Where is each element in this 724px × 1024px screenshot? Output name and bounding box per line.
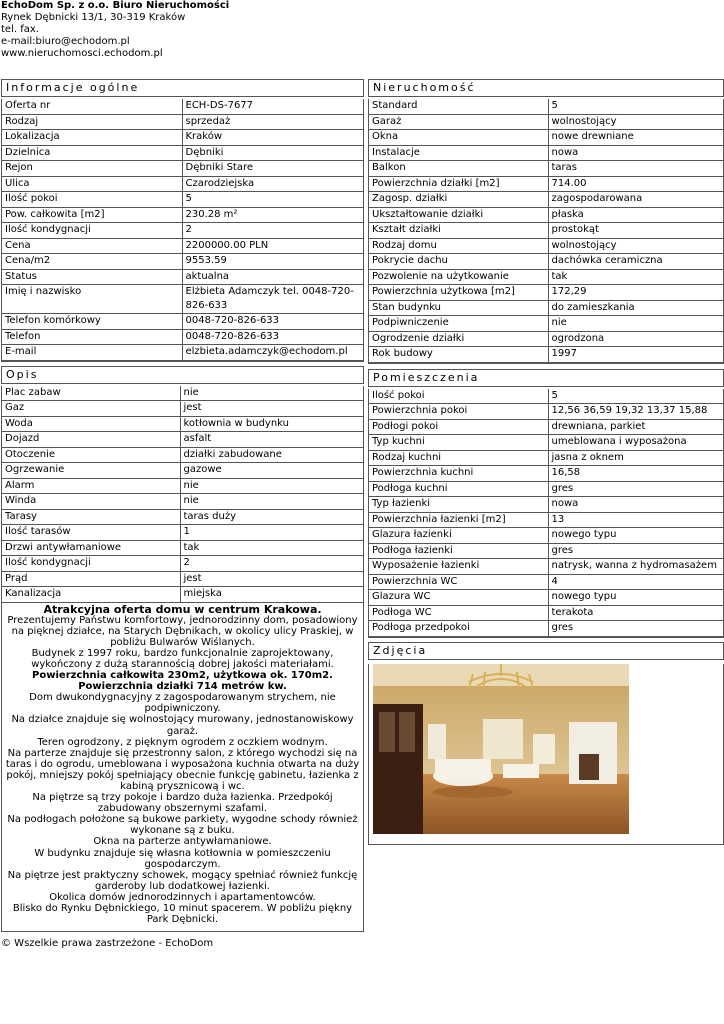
field-value: 9553.59	[182, 254, 363, 270]
table-row	[2, 447, 363, 463]
table-row	[2, 145, 363, 161]
field-label: Telefon komórkowy	[2, 314, 182, 330]
description-paragraph: Teren ogrodzony, z pięknym ogrodem z oczkiem wodnym.	[37, 736, 328, 748]
field-value: sprzedaż	[182, 114, 363, 130]
field-label: Podłoga przedpokoi	[369, 621, 548, 637]
table-row	[2, 432, 363, 448]
table-row	[369, 347, 723, 363]
photos-title: Zdjęcia	[368, 642, 724, 660]
field-label: Balkon	[369, 161, 548, 177]
table-row	[2, 416, 363, 432]
field-label: Powierzchnia WC	[369, 574, 548, 590]
table-row	[369, 192, 723, 208]
field-value: dachówka ceramiczna	[548, 254, 723, 270]
rooms-table	[368, 389, 724, 638]
field-value: elzbieta.adamczyk@echodom.pl	[182, 345, 363, 361]
table-row	[369, 559, 723, 575]
field-value: drewniana, parkiet	[548, 419, 723, 435]
field-label: Dojazd	[2, 432, 180, 448]
field-value: Elżbieta Adamczyk tel. 0048-720-826-633	[182, 285, 363, 314]
field-label: E-mail	[2, 345, 182, 361]
company-website: www.nieruchomosci.echodom.pl	[1, 48, 163, 59]
field-value: 4	[548, 574, 723, 590]
description-plot-area: Powierzchnia działki 714 metrów kw.	[78, 681, 287, 693]
field-value: 2	[182, 223, 363, 239]
field-value: 12,56 36,59 19,32 13,37 15,88	[548, 404, 723, 420]
company-email: e-mail:biuro@echodom.pl	[1, 36, 130, 47]
field-label: Podłogi pokoi	[369, 419, 548, 435]
field-label: Ukształtowanie działki	[369, 207, 548, 223]
description-paragraph: Prezentujemy Państwu komfortowy, jednorodzinny dom, posadowiony na pięknej działce, na Starych Dębnikach, w okolicy ulicy Praskiej, w pobliżu Bulwarów Wiślanych.	[7, 614, 358, 648]
field-value: gazowe	[180, 463, 363, 479]
field-label: Winda	[2, 494, 180, 510]
table-row	[2, 207, 363, 223]
field-value: 0048-720-826-633	[182, 314, 363, 330]
field-label: Tarasy	[2, 509, 180, 525]
field-label: Powierzchnia użytkowa [m2]	[369, 285, 548, 301]
table-row	[2, 587, 363, 603]
field-label: Ogrodzenie działki	[369, 331, 548, 347]
field-label: Glazura łazienki	[369, 528, 548, 544]
field-value: 0048-720-826-633	[182, 329, 363, 345]
field-value: nie	[180, 494, 363, 510]
field-value: 1	[180, 525, 363, 541]
description-paragraph: Na podłogach położone są bukowe parkiety, wygodne schody również wykonane są z buku.	[7, 814, 358, 837]
field-label: Podłoga WC	[369, 605, 548, 621]
field-value: tak	[548, 269, 723, 285]
field-label: Podpiwniczenie	[369, 316, 548, 332]
table-row	[2, 386, 363, 401]
table-row	[369, 450, 723, 466]
description-paragraph: Okolica domów jednorodzinnych i apartamentowców.	[49, 891, 316, 903]
field-value: nowa	[548, 497, 723, 513]
field-label: Wyposażenie łazienki	[369, 559, 548, 575]
field-label: Gaz	[2, 401, 180, 417]
field-label: Kanalizacja	[2, 587, 180, 603]
field-label: Cena/m2	[2, 254, 182, 270]
table-row	[369, 435, 723, 451]
table-row	[2, 494, 363, 510]
field-label: Powierzchnia działki [m2]	[369, 176, 548, 192]
field-label: Ogrzewanie	[2, 463, 180, 479]
general-info-title: Informacje ogólne	[1, 79, 364, 97]
field-value: 5	[548, 389, 723, 404]
field-label: Ilość kondygnacji	[2, 223, 182, 239]
field-label: Ilość kondygnacji	[2, 556, 180, 572]
table-row	[369, 99, 723, 114]
field-value: ogrodzona	[548, 331, 723, 347]
property-description	[2, 603, 363, 932]
field-label: Glazura WC	[369, 590, 548, 606]
field-label: Podłoga łazienki	[369, 543, 548, 559]
field-value: nowego typu	[548, 590, 723, 606]
table-row	[369, 207, 723, 223]
table-row	[2, 192, 363, 208]
property-title: Nieruchomość	[368, 79, 724, 97]
field-value: kotłownia w budynku	[180, 416, 363, 432]
field-value: tak	[180, 540, 363, 556]
field-value: miejska	[180, 587, 363, 603]
field-label: Dzielnica	[2, 145, 182, 161]
field-label: Rodzaj kuchni	[369, 450, 548, 466]
field-label: Powierzchnia łazienki [m2]	[369, 512, 548, 528]
table-row	[2, 329, 363, 345]
table-row	[369, 466, 723, 482]
field-label: Lokalizacja	[2, 130, 182, 146]
table-row	[369, 621, 723, 637]
description-paragraph: Okna na parterze antywłamaniowe.	[93, 836, 272, 848]
field-label: Ilość pokoi	[2, 192, 182, 208]
field-value: jest	[180, 571, 363, 587]
property-photo[interactable]	[373, 664, 629, 834]
field-label: Rodzaj	[2, 114, 182, 130]
field-value: asfalt	[180, 432, 363, 448]
table-row	[369, 285, 723, 301]
description-paragraph: W budynku znajduje się własna kotłownia w pomieszczeniu gospodarczym.	[34, 847, 331, 870]
field-value: jasna z oknem	[548, 450, 723, 466]
field-value: gres	[548, 621, 723, 637]
field-value: natrysk, wanna z hydromasażem	[548, 559, 723, 575]
field-label: Rodzaj domu	[369, 238, 548, 254]
field-value: 1997	[548, 347, 723, 363]
field-value: 13	[548, 512, 723, 528]
field-label: Status	[2, 269, 182, 285]
field-label: Standard	[369, 99, 548, 114]
field-label: Pow. całkowita [m2]	[2, 207, 182, 223]
field-value: prostokąt	[548, 223, 723, 239]
photos-section	[368, 664, 724, 845]
field-value: nie	[548, 316, 723, 332]
table-row	[369, 590, 723, 606]
field-label: Ilość tarasów	[2, 525, 180, 541]
field-value: 2	[180, 556, 363, 572]
table-row	[2, 254, 363, 270]
table-row	[369, 528, 723, 544]
field-label: Plac zabaw	[2, 386, 180, 401]
table-row	[369, 269, 723, 285]
field-value: jest	[180, 401, 363, 417]
table-row	[369, 512, 723, 528]
field-value: wolnostojący	[548, 238, 723, 254]
field-label: Instalacje	[369, 145, 548, 161]
field-label: Podłoga kuchni	[369, 481, 548, 497]
table-row	[2, 401, 363, 417]
copyright-footer: © Wszelkie prawa zastrzeżone - EchoDom	[1, 938, 214, 949]
table-row	[2, 540, 363, 556]
field-value: Czarodziejska	[182, 176, 363, 192]
table-row	[2, 463, 363, 479]
description-paragraph: Dom dwukondygnacyjny z zagospodarowanym strychem, nie podpiwniczony.	[29, 692, 336, 715]
table-row	[369, 176, 723, 192]
field-value: wolnostojący	[548, 114, 723, 130]
table-row	[2, 223, 363, 239]
field-label: Otoczenie	[2, 447, 180, 463]
field-label: Okna	[369, 130, 548, 146]
table-row	[369, 161, 723, 177]
field-label: Stan budynku	[369, 300, 548, 316]
living-room-photo	[373, 664, 629, 834]
field-value: gres	[548, 543, 723, 559]
table-row	[369, 404, 723, 420]
field-label: Typ łazienki	[369, 497, 548, 513]
table-row	[2, 114, 363, 130]
field-label: Oferta nr	[2, 99, 182, 114]
table-row	[2, 556, 363, 572]
table-row	[369, 300, 723, 316]
description-paragraph: Budynek z 1997 roku, bardzo funkcjonalnie zaprojektowany, wykończony z dużą starannością dobrej jakości materiałami.	[31, 647, 334, 670]
table-row	[369, 114, 723, 130]
field-value: 16,58	[548, 466, 723, 482]
company-phone: tel. fax.	[1, 24, 39, 35]
field-label: Rejon	[2, 161, 182, 177]
field-value: nowe drewniane	[548, 130, 723, 146]
table-row	[369, 316, 723, 332]
table-row	[2, 478, 363, 494]
right-column	[368, 79, 724, 845]
field-value: Kraków	[182, 130, 363, 146]
table-row	[369, 419, 723, 435]
field-value: 230.28 m²	[182, 207, 363, 223]
table-row	[369, 543, 723, 559]
table-row	[2, 238, 363, 254]
field-label: Alarm	[2, 478, 180, 494]
table-row	[369, 389, 723, 404]
table-row	[369, 574, 723, 590]
field-value: 5	[548, 99, 723, 114]
general-info-table	[1, 99, 364, 362]
field-label: Ulica	[2, 176, 182, 192]
field-label: Kształt działki	[369, 223, 548, 239]
table-row	[2, 130, 363, 146]
field-value: nie	[180, 478, 363, 494]
table-row	[369, 331, 723, 347]
field-value: nie	[180, 386, 363, 401]
table-row	[2, 161, 363, 177]
table-row	[2, 571, 363, 587]
description-paragraph: Blisko do Rynku Dębnickiego, 10 minut spacerem. W pobliżu piękny Park Dębnicki.	[12, 903, 353, 926]
field-value: nowego typu	[548, 528, 723, 544]
agency-header	[1, 0, 229, 60]
field-value: działki zabudowane	[180, 447, 363, 463]
field-value: 714.00	[548, 176, 723, 192]
description-paragraph: Na parterze znajduje się przestronny salon, z którego wychodzi się na taras i do ogrodu, umeblowana i wyposażona kuchnia otwarta na duży pokój, mniejszy pokój spełniający obecnie funkcję gabinetu, łazienka z kabiną prysznicową i wc.	[5, 747, 360, 792]
table-row	[2, 285, 363, 314]
table-row	[369, 145, 723, 161]
table-row	[2, 176, 363, 192]
table-row	[369, 254, 723, 270]
field-label: Prąd	[2, 571, 180, 587]
field-label: Garaż	[369, 114, 548, 130]
field-label: Powierzchnia pokoi	[369, 404, 548, 420]
field-value: zagospodarowana	[548, 192, 723, 208]
table-row	[2, 99, 363, 114]
table-row	[369, 605, 723, 621]
field-label: Rok budowy	[369, 347, 548, 363]
table-row	[2, 345, 363, 361]
field-value: 5	[182, 192, 363, 208]
field-value: 172,29	[548, 285, 723, 301]
field-value: ECH-DS-7677	[182, 99, 363, 114]
table-row	[369, 238, 723, 254]
field-label: Imię i nazwisko	[2, 285, 182, 314]
field-label: Typ kuchni	[369, 435, 548, 451]
field-value: umeblowana i wyposażona	[548, 435, 723, 451]
rooms-title: Pomieszczenia	[368, 369, 724, 387]
field-value: terakota	[548, 605, 723, 621]
field-value: 2200000.00 PLN	[182, 238, 363, 254]
description-paragraph: Na piętrze są trzy pokoje i bardzo duża łazienka. Przedpokój zabudowany obszernymi szafami.	[32, 792, 333, 815]
description-headline: Atrakcyjna oferta domu w centrum Krakowa.	[43, 602, 322, 616]
table-row	[2, 269, 363, 285]
field-value: Dębniki	[182, 145, 363, 161]
field-value: do zamieszkania	[548, 300, 723, 316]
field-value: nowa	[548, 145, 723, 161]
description-paragraph: Na działce znajduje się wolnostojący murowany, jednostanowiskowy garaż.	[11, 714, 354, 737]
table-row	[369, 481, 723, 497]
field-value: gres	[548, 481, 723, 497]
table-row	[2, 509, 363, 525]
field-label: Telefon	[2, 329, 182, 345]
field-label: Pokrycie dachu	[369, 254, 548, 270]
opis-title: Opis	[1, 366, 364, 384]
field-label: Woda	[2, 416, 180, 432]
table-row	[369, 497, 723, 513]
description-paragraph: Na piętrze jest praktyczny schowek, mogący spełniać również funkcję garderoby lub dodatkowej łazienki.	[7, 869, 358, 892]
table-row	[369, 223, 723, 239]
field-value: taras duży	[180, 509, 363, 525]
field-value: aktualna	[182, 269, 363, 285]
table-row	[2, 314, 363, 330]
table-row	[2, 525, 363, 541]
field-label: Powierzchnia kuchni	[369, 466, 548, 482]
opis-section	[1, 386, 364, 933]
field-value: taras	[548, 161, 723, 177]
company-address: Rynek Dębnicki 13/1, 30-319 Kraków	[1, 12, 186, 23]
field-label: Cena	[2, 238, 182, 254]
field-label: Drzwi antywłamaniowe	[2, 540, 180, 556]
left-column	[1, 79, 364, 932]
field-value: Dębniki Stare	[182, 161, 363, 177]
table-row	[369, 130, 723, 146]
field-label: Zagosp. działki	[369, 192, 548, 208]
property-table	[368, 99, 724, 364]
field-value: płaska	[548, 207, 723, 223]
company-name: EchoDom Sp. z o.o. Biuro Nieruchomości	[1, 0, 230, 11]
field-label: Ilość pokoi	[369, 389, 548, 404]
description-total-area: Powierzchnia całkowita 230m2, użytkowa ok. 170m2.	[32, 670, 333, 682]
field-label: Pozwolenie na użytkowanie	[369, 269, 548, 285]
